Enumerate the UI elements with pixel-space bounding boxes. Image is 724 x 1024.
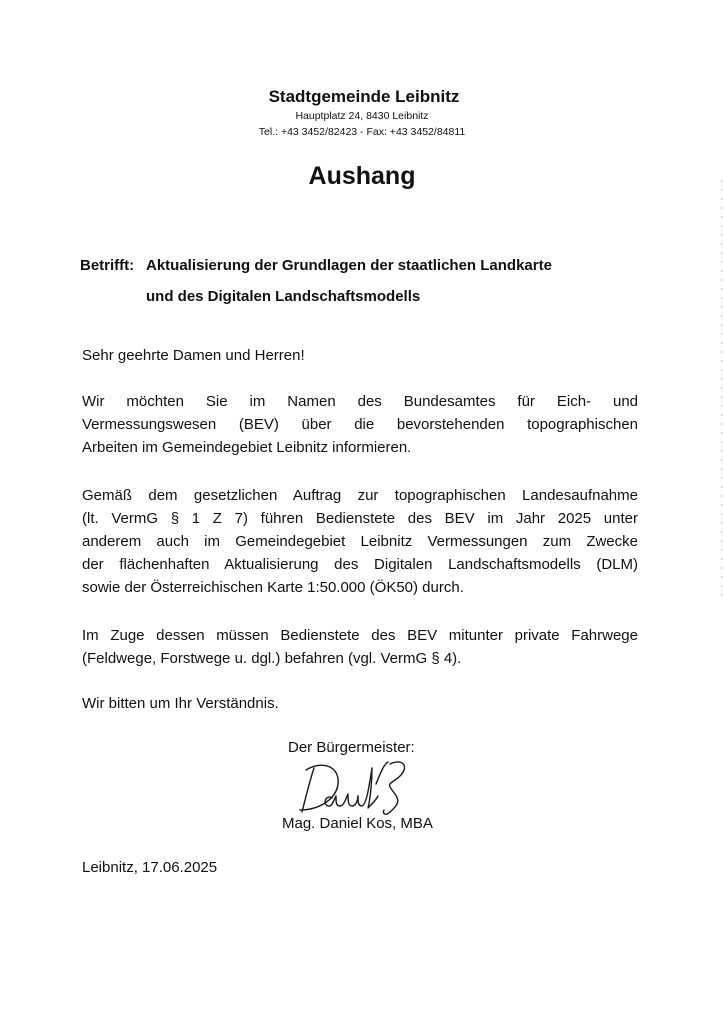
paragraph-2 (82, 484, 638, 599)
signatory-role: Der Bürgermeister: (288, 739, 415, 756)
document-title: Aushang (308, 162, 416, 190)
paragraph-line: sowie der Österreichischen Karte 1:50.000 (ÖK50) durch. (82, 579, 464, 596)
closing-sentence: Wir bitten um Ihr Verständnis. (82, 695, 279, 712)
subject-label: Betrifft: (80, 257, 135, 274)
subject-line-1: Aktualisierung der Grundlagen der staatlichen Landkarte (146, 257, 552, 274)
paragraph-line: Vermessungswesen (BEV) über die bevorstehenden topographischen (82, 416, 638, 433)
salutation: Sehr geehrte Damen und Herren! (82, 347, 305, 364)
organization-contact: Tel.: +43 3452/82423 - Fax: +43 3452/84811 (258, 126, 466, 138)
paragraph-3 (82, 624, 638, 670)
paragraph-1 (82, 390, 638, 459)
paragraph-line: (Feldwege, Forstwege u. dgl.) befahren (vgl. VermG § 4). (82, 650, 462, 667)
paragraph-line: Im Zuge dessen müssen Bedienstete des BEV mitunter private Fahrwege (82, 627, 638, 644)
subject-line-2: und des Digitalen Landschaftsmodells (146, 288, 421, 305)
paragraph-line: der flächenhaften Aktualisierung des Digitalen Landschaftsmodells (DLM) (82, 556, 638, 573)
scan-edge-mark (721, 180, 722, 600)
letterhead (0, 86, 724, 140)
paragraph-line: (lt. VermG § 1 Z 7) führen Bedienstete des BEV im Jahr 2025 unter (82, 510, 638, 527)
subject-block (80, 250, 640, 312)
signatory-name: Mag. Daniel Kos, MBA (282, 815, 433, 832)
paragraph-line: Wir möchten Sie im Namen des Bundesamtes für Eich- und (82, 393, 638, 410)
organization-name: Stadtgemeinde Leibnitz (268, 87, 460, 106)
paragraph-line: Arbeiten im Gemeindegebiet Leibnitz informieren. (82, 439, 412, 456)
organization-address: Hauptplatz 24, 8430 Leibnitz (295, 110, 429, 122)
place-and-date: Leibnitz, 17.06.2025 (82, 859, 218, 876)
paragraph-line: anderem auch im Gemeindegebiet Leibnitz Vermessungen zum Zwecke (82, 533, 638, 550)
paragraph-line: Gemäß dem gesetzlichen Auftrag zur topographischen Landesaufnahme (82, 487, 638, 504)
